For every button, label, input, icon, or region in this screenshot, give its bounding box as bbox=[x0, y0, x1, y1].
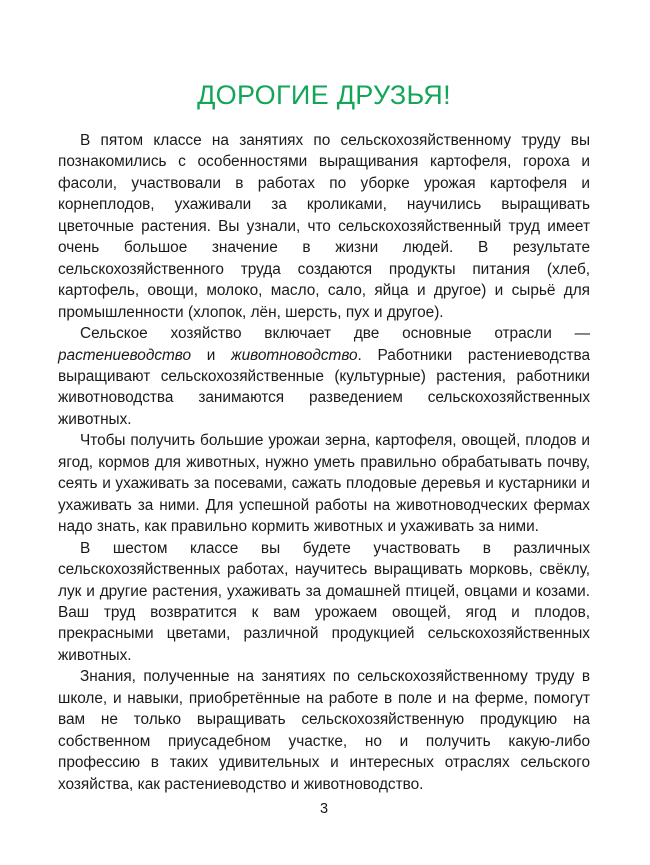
page-number: 3 bbox=[319, 801, 329, 817]
text-run: и bbox=[191, 346, 232, 364]
paragraph bbox=[58, 130, 590, 323]
emphasis-term: растениеводство bbox=[58, 346, 192, 364]
body-text-block bbox=[58, 130, 590, 795]
text-run: . Работники растениеводства выращивают сельскохозяйственные (культурные) растения, работники животноводства занимаются разведением сельскохозяйственных животных. bbox=[58, 346, 590, 428]
paragraph bbox=[58, 538, 590, 667]
text-run: Сельское хозяйство включает две основные отрасли — bbox=[80, 325, 590, 343]
text-run: Чтобы получить большие урожаи зерна, картофеля, овощей, плодов и ягод, кормов для животных, нужно уметь правильно обрабатывать почву, сеять и ухаживать за посевами, сажать плодовые деревья и кустарники и ухаживать за ними. Для успешной работы на животноводческих фермах надо знать, как правильно кормить животных и ухаживать за ними. bbox=[58, 432, 590, 536]
text-run: Знания, полученные на занятиях по сельскохозяйственному труду в школе, и навыки, приобретённые на работе в поле и на ферме, помогут вам не только выращивать сельскохозяйственную продукцию на собственном приусадебном участке, но и получить какую-либо профессию в таких удивительных и интересных отраслях сельского хозяйства, как растениеводство и животноводство. bbox=[58, 668, 590, 793]
page-title: ДОРОГИЕ ДРУЗЬЯ! bbox=[197, 80, 451, 110]
emphasis-term: животноводство bbox=[231, 346, 358, 364]
paragraph bbox=[58, 323, 590, 430]
text-run: В шестом классе вы будете участвовать в различных сельскохозяйственных работах, научитесь выращивать морковь, свёклу, лук и другие растения, ухаживать за домашней птицей, овцами и козами. Ваш труд возвратится к вам урожаем овощей, ягод и плодов, прекрасными цветами, различной продукцией сельскохозяйственных животных. bbox=[58, 539, 590, 664]
paragraph bbox=[58, 666, 590, 795]
text-run: В пятом классе на занятиях по сельскохозяйственному труду вы познакомились с особенностями выращивания картофеля, гороха и фасоли, участвовали в работах по уборке урожая картофеля и корнеплодов, ухаживали за кроликами, научились выращивать цветочные растения. Вы узнали, что сельскохозяйственный труд имеет очень большое значение в жизни людей. В результате сельскохозяйственного труда создаются продукты питания (хлеб, картофель, овощи, молоко, масло, сало, яйца и другое) и сырьё для промышленности (хлопок, лён, шерсть, пух и другое). bbox=[58, 132, 590, 321]
paragraph bbox=[58, 430, 590, 537]
